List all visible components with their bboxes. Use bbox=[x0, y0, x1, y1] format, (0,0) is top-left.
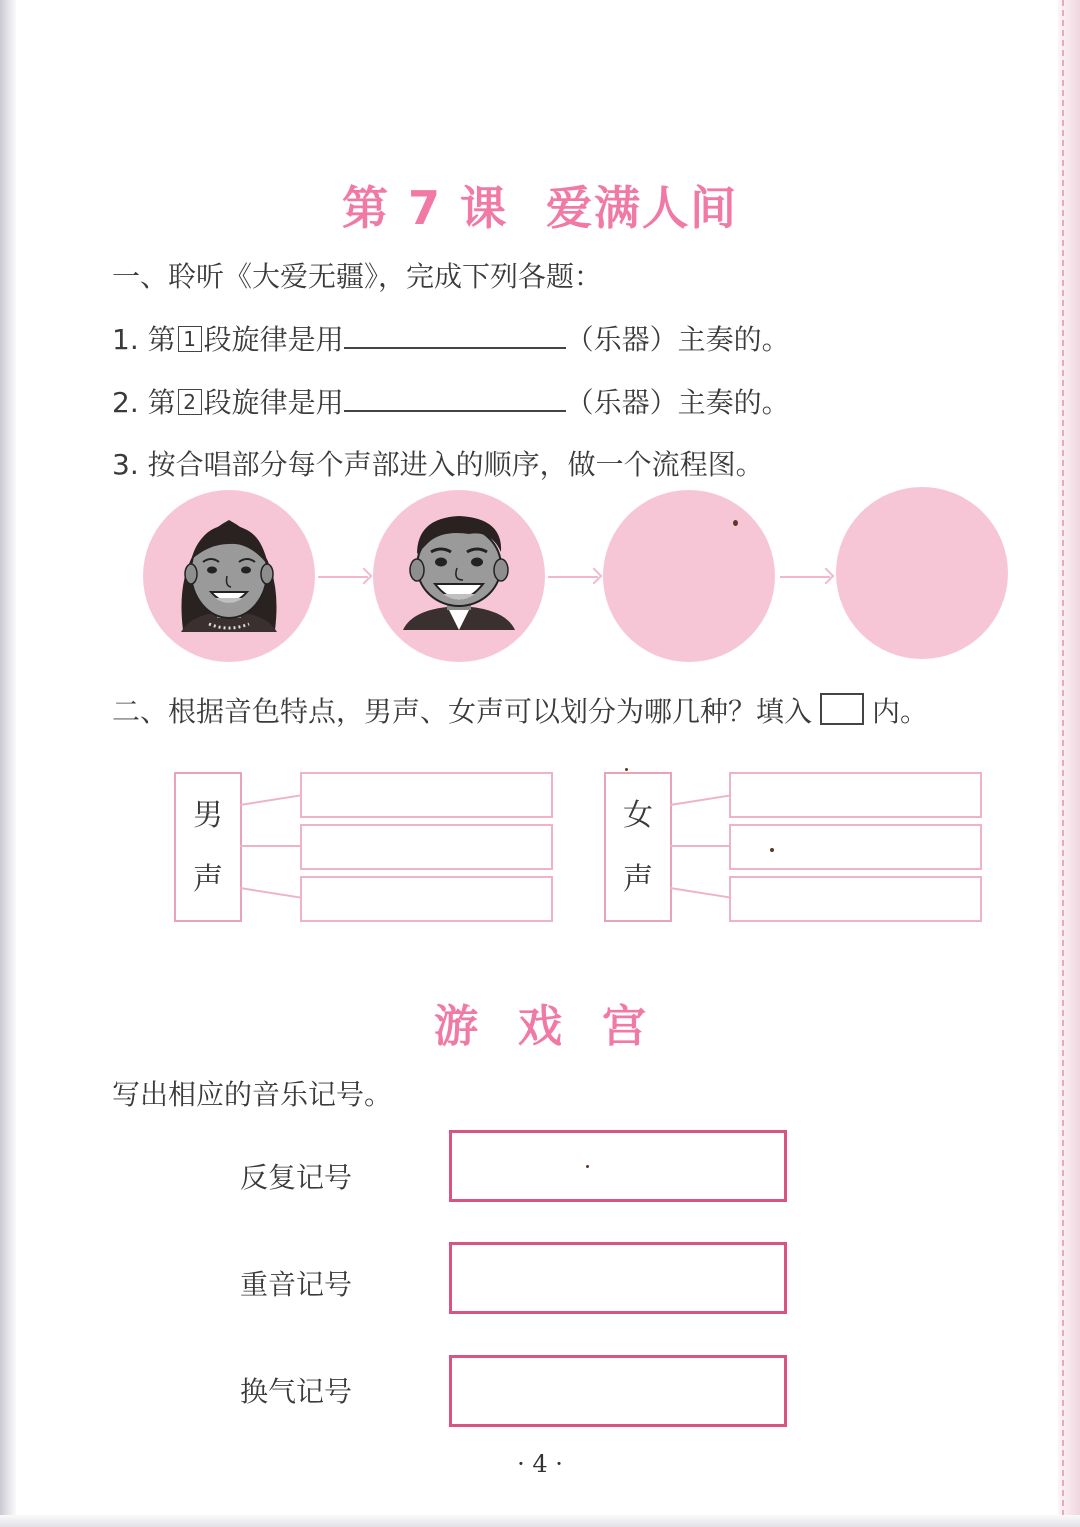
game-instruction: 写出相应的音乐记号。 bbox=[112, 1078, 393, 1111]
flow-circle-2 bbox=[373, 490, 545, 662]
symbol-label-breath: 换气记号 bbox=[240, 1375, 353, 1408]
male-voice-answer-3[interactable] bbox=[300, 876, 553, 922]
scan-speck bbox=[770, 848, 774, 852]
repeat-symbol-answer-box[interactable] bbox=[449, 1130, 787, 1202]
male-connector-2 bbox=[240, 845, 300, 847]
flow-arrow-1 bbox=[318, 576, 368, 578]
section2-heading-end: 内。 bbox=[872, 695, 929, 728]
scan-speck bbox=[733, 520, 738, 526]
game-section-title: 游戏宫 bbox=[434, 1001, 686, 1052]
female-voice-answer-2[interactable] bbox=[729, 824, 982, 870]
man-face-icon bbox=[373, 490, 545, 662]
breath-symbol-answer-box[interactable] bbox=[449, 1355, 787, 1427]
female-connector-1 bbox=[670, 794, 732, 806]
flow-arrow-2 bbox=[548, 576, 598, 578]
female-connector-2 bbox=[670, 845, 730, 847]
flow-circle-1 bbox=[143, 490, 315, 662]
q2-boxed-number: 2 bbox=[178, 389, 202, 415]
section2-heading bbox=[112, 690, 928, 730]
female-voice-answer-3[interactable] bbox=[729, 876, 982, 922]
q2-suffix: （乐器）主奏的。 bbox=[565, 386, 790, 419]
male-voice-answer-2[interactable] bbox=[300, 824, 553, 870]
flow-circle-4-empty[interactable] bbox=[836, 487, 1008, 659]
q1-answer-blank[interactable] bbox=[344, 321, 566, 349]
question-1 bbox=[112, 318, 790, 358]
male-connector-1 bbox=[240, 794, 302, 806]
q2-prefix: 2. 第 bbox=[112, 386, 176, 419]
scan-speck bbox=[625, 768, 628, 771]
fill-in-box-sample bbox=[820, 693, 864, 725]
section1-heading: 一、聆听《大爱无疆》，完成下列各题： bbox=[112, 260, 603, 293]
female-connector-3 bbox=[670, 887, 732, 899]
q1-prefix: 1. 第 bbox=[112, 323, 176, 356]
question-2 bbox=[112, 381, 790, 421]
page-number: · 4 · bbox=[517, 1450, 563, 1478]
male-char-2: 声 bbox=[193, 862, 223, 897]
flow-circle-3-empty[interactable] bbox=[603, 490, 775, 662]
lesson-number: 第 7 课 bbox=[341, 181, 509, 235]
lesson-title bbox=[0, 172, 1080, 238]
q1-boxed-number: 1 bbox=[178, 326, 202, 352]
q2-answer-blank[interactable] bbox=[344, 384, 566, 412]
section2-heading-text: 二、根据音色特点，男声、女声可以划分为哪几种？填入 bbox=[112, 695, 813, 728]
symbol-label-accent: 重音记号 bbox=[240, 1268, 353, 1301]
flow-arrow-3 bbox=[780, 576, 830, 578]
q1-suffix: （乐器）主奏的。 bbox=[565, 323, 790, 356]
q2-middle: 段旋律是用 bbox=[203, 386, 344, 419]
page-edge-bottom bbox=[0, 1515, 1080, 1527]
female-char-1: 女 bbox=[623, 798, 653, 833]
question-3: 3. 按合唱部分每个声部进入的顺序，做一个流程图。 bbox=[112, 448, 764, 481]
female-voice-answer-1[interactable] bbox=[729, 772, 982, 818]
symbol-label-repeat: 反复记号 bbox=[240, 1161, 353, 1194]
q1-middle: 段旋律是用 bbox=[203, 323, 344, 356]
scan-speck bbox=[586, 1165, 589, 1168]
woman-face-icon bbox=[143, 490, 315, 662]
lesson-name: 爱满人间 bbox=[546, 181, 739, 235]
male-char-1: 男 bbox=[193, 798, 223, 833]
male-voice-answer-1[interactable] bbox=[300, 772, 553, 818]
male-connector-3 bbox=[240, 887, 302, 899]
accent-symbol-answer-box[interactable] bbox=[449, 1242, 787, 1314]
female-char-2: 声 bbox=[623, 862, 653, 897]
